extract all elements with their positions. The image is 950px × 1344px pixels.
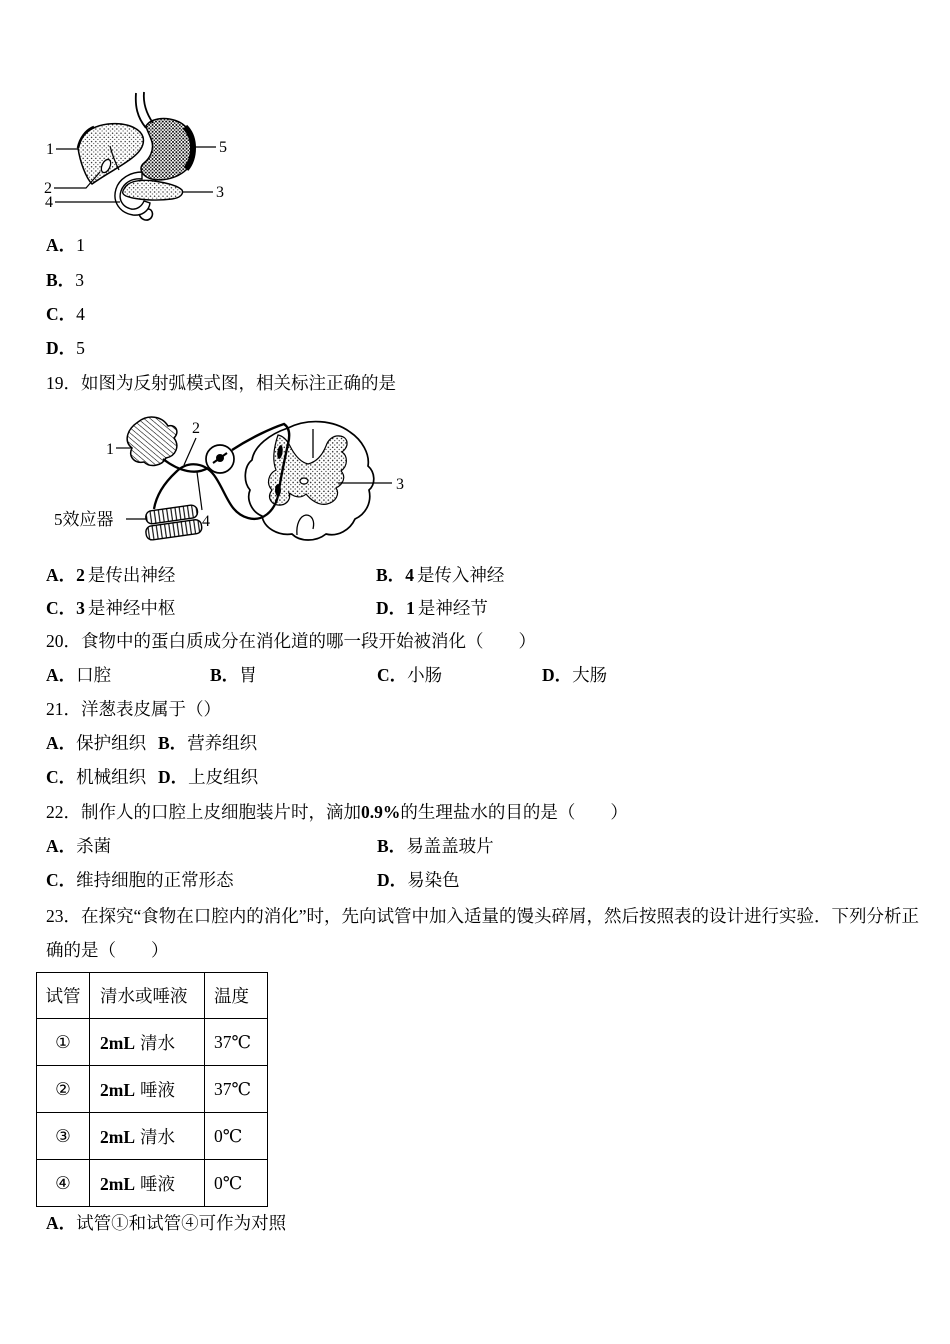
central-canal xyxy=(300,478,308,484)
digestive-label-3: 3 xyxy=(216,184,224,201)
q22-stem xyxy=(46,795,628,829)
option-letter: B． xyxy=(377,836,407,856)
option-letter: D． xyxy=(376,598,407,618)
option-text: 小肠 xyxy=(407,665,443,685)
stem-text: 22．制作人的口腔上皮细胞装片时，滴加 xyxy=(46,802,361,822)
experiment-table xyxy=(36,972,268,1207)
receptor-shape xyxy=(127,417,177,465)
label-line-4 xyxy=(197,472,202,510)
synapse-bulb-2 xyxy=(275,484,281,496)
reflex-label-2: 2 xyxy=(192,420,200,437)
table-row xyxy=(37,1066,268,1113)
option-text: 是神经中枢 xyxy=(87,598,176,618)
q22-option-b xyxy=(377,829,494,863)
option-text: 大肠 xyxy=(572,665,608,685)
table-header-row xyxy=(37,973,268,1019)
option-text: 易盖盖玻片 xyxy=(406,836,494,856)
q19-option-c xyxy=(46,591,175,625)
q21-option-c xyxy=(46,760,146,794)
option-text: 营养组织 xyxy=(187,733,258,753)
cell-amount: 2mL xyxy=(100,1126,135,1147)
cell-temp: 37℃ xyxy=(205,1019,268,1066)
option-text: 5 xyxy=(76,338,85,358)
header-tube: 试管 xyxy=(37,973,90,1019)
table-row xyxy=(37,1019,268,1066)
option-letter: C． xyxy=(46,598,77,618)
digestive-system-diagram xyxy=(36,90,236,235)
q19-stem: 19．如图为反射弧模式图，相关标注正确的是 xyxy=(46,373,396,393)
q19-option-b xyxy=(376,558,504,592)
option-letter: D． xyxy=(377,870,408,890)
digestive-label-4: 4 xyxy=(45,194,53,211)
reflex-label-3: 3 xyxy=(396,476,404,493)
reflex-label-4: 4 xyxy=(202,513,210,530)
option-letter: A． xyxy=(46,1213,77,1233)
cell-temp: 0℃ xyxy=(205,1160,268,1207)
option-text: 是传出神经 xyxy=(87,565,176,585)
option-text: 是神经节 xyxy=(417,598,488,618)
option-letter: C． xyxy=(377,665,408,685)
cell-temp: 37℃ xyxy=(205,1066,268,1113)
q21-option-b xyxy=(158,726,257,760)
cell-liquid xyxy=(90,1066,205,1113)
option-letter: B． xyxy=(158,733,188,753)
table-row xyxy=(37,1113,268,1160)
cell-tube: ③ xyxy=(37,1113,90,1160)
option-letter: B． xyxy=(376,565,406,585)
q22-option-a xyxy=(46,829,111,863)
q20-option-b xyxy=(210,658,257,692)
header-liquid: 清水或唾液 xyxy=(90,973,205,1019)
q19-option-a xyxy=(46,558,175,592)
option-letter: A． xyxy=(46,733,77,753)
option-letter: B． xyxy=(46,270,76,290)
q23-stem-line2: 确的是（ ） xyxy=(46,940,169,960)
q18-option-b xyxy=(46,263,84,297)
option-text: 维持细胞的正常形态 xyxy=(76,870,234,890)
q18-option-d xyxy=(46,331,85,365)
q23-option-a xyxy=(46,1206,286,1240)
pancreas-shape xyxy=(123,180,183,200)
cell-liquid-text: 唾液 xyxy=(140,1079,175,1100)
q22-option-c xyxy=(46,863,234,897)
cell-tube: ② xyxy=(37,1066,90,1113)
q20-stem: 20．食物中的蛋白质成分在消化道的哪一段开始被消化（ ） xyxy=(46,631,536,651)
q21-option-a xyxy=(46,726,146,760)
option-text: 上皮组织 xyxy=(188,767,259,787)
option-letter: D． xyxy=(46,338,77,358)
option-text: 杀菌 xyxy=(76,836,112,856)
table-row xyxy=(37,1160,268,1207)
q20-option-d xyxy=(542,658,607,692)
option-letter: A． xyxy=(46,565,77,585)
q19-option-d xyxy=(376,591,488,625)
cell-liquid-text: 清水 xyxy=(140,1032,175,1053)
cell-amount: 2mL xyxy=(100,1173,135,1194)
option-letter: D． xyxy=(158,767,189,787)
option-letter: D． xyxy=(542,665,573,685)
option-letter: A． xyxy=(46,235,77,255)
q23-stem-line1: 23．在探究“食物在口腔内的消化”时，先向试管中加入适量的馒头碎屑，然后按照表的设计进行实验．下列分析正 xyxy=(46,906,920,926)
cell-liquid xyxy=(90,1019,205,1066)
digestive-label-1: 1 xyxy=(46,141,54,158)
option-text: 保护组织 xyxy=(76,733,147,753)
reflex-label-5-effector: 5效应器 xyxy=(54,510,114,529)
q21-option-d xyxy=(158,760,258,794)
option-letter: A． xyxy=(46,836,77,856)
reflex-label-1: 1 xyxy=(106,441,114,458)
option-text: 1 xyxy=(76,235,85,255)
cell-liquid-text: 清水 xyxy=(140,1126,175,1147)
option-text: 4 xyxy=(76,304,85,324)
option-letter: C． xyxy=(46,767,77,787)
option-letter: C． xyxy=(46,304,77,324)
option-letter: A． xyxy=(46,665,77,685)
option-text: 3 xyxy=(75,270,84,290)
option-letter: B． xyxy=(210,665,240,685)
cell-liquid xyxy=(90,1113,205,1160)
digestive-label-2: 2 xyxy=(44,180,52,197)
q22-option-d xyxy=(377,863,460,897)
option-num: 1 xyxy=(406,598,415,618)
cell-liquid xyxy=(90,1160,205,1207)
q20-option-a xyxy=(46,658,111,692)
option-text: 是传入神经 xyxy=(416,565,505,585)
option-text: 易染色 xyxy=(407,870,460,890)
cell-amount: 2mL xyxy=(100,1079,135,1100)
q21-stem: 21．洋葱表皮属于（） xyxy=(46,699,221,719)
header-temp: 温度 xyxy=(205,973,268,1019)
option-text: 口腔 xyxy=(76,665,112,685)
option-letter: C． xyxy=(46,870,77,890)
cell-temp: 0℃ xyxy=(205,1113,268,1160)
cell-tube: ④ xyxy=(37,1160,90,1207)
q18-option-c xyxy=(46,297,85,331)
esophagus-shape2 xyxy=(144,92,153,123)
cell-amount: 2mL xyxy=(100,1032,135,1053)
digestive-label-5: 5 xyxy=(219,139,227,156)
option-num: 2 xyxy=(76,565,85,585)
option-text: 试管①和试管④可作为对照 xyxy=(76,1213,287,1233)
cell-tube: ① xyxy=(37,1019,90,1066)
q20-option-c xyxy=(377,658,442,692)
muscle-shape xyxy=(143,504,202,541)
stem-number: 0.9% xyxy=(361,802,401,822)
option-text: 胃 xyxy=(239,665,257,685)
reflex-arc-diagram xyxy=(50,402,410,567)
cell-liquid-text: 唾液 xyxy=(140,1173,175,1194)
stem-text: 的生理盐水的目的是（ ） xyxy=(400,802,628,822)
option-num: 3 xyxy=(76,598,85,618)
option-text: 机械组织 xyxy=(76,767,147,787)
q18-option-a xyxy=(46,228,85,262)
option-num: 4 xyxy=(405,565,414,585)
label-line-2 xyxy=(184,438,196,465)
